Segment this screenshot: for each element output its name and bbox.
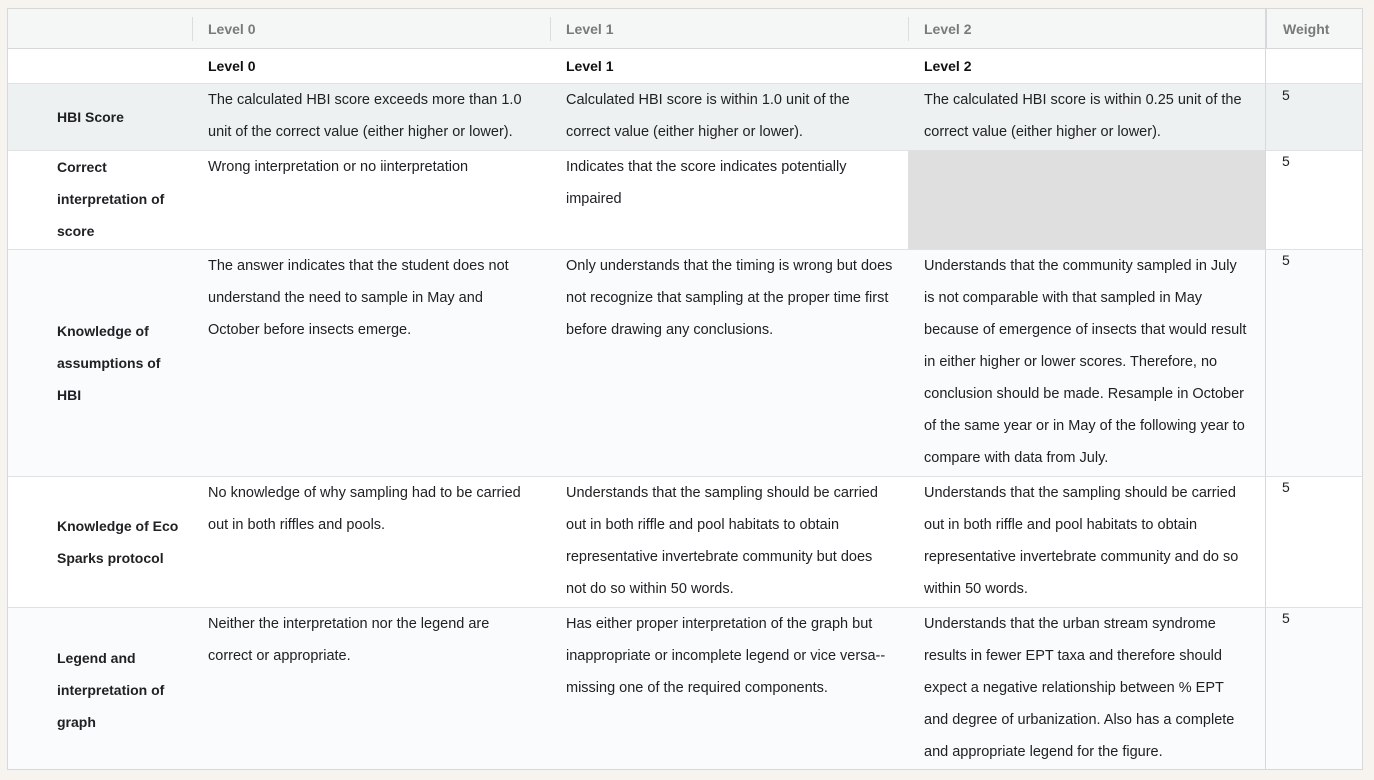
criterion-cell[interactable] [8, 608, 192, 770]
criterion-label: Correct interpretation of score [57, 159, 165, 239]
header-level-1[interactable]: Level 1 [550, 9, 908, 49]
level-1-cell[interactable]: Has either proper interpretation of the graph but inappropriate or incomplete legend or vice versa--missing one of the required components. [550, 608, 908, 770]
level-label-blank [8, 49, 192, 84]
header-level-2[interactable]: Level 2 [908, 9, 1265, 49]
level-0-cell[interactable]: No knowledge of why sampling had to be carried out in both riffles and pools. [192, 477, 550, 608]
criterion-label: Knowledge of Eco Sparks protocol [57, 518, 179, 566]
level-label-0[interactable]: Level 0 [192, 49, 550, 84]
level-0-cell[interactable]: The calculated HBI score exceeds more than 1.0 unit of the correct value (either higher or lower). [192, 84, 550, 151]
criterion-cell[interactable] [8, 151, 192, 250]
level-2-cell[interactable]: Understands that the urban stream syndrome results in fewer EPT taxa and therefore should expect a negative relationship between % EPT and degree of urbanization. Also has a complete and appropriate legend for the figure. [908, 608, 1265, 770]
criterion-label: Legend and interpretation of graph [57, 649, 165, 730]
rubric-grid [8, 9, 1362, 770]
level-2-cell-empty[interactable] [908, 151, 1265, 250]
criterion-label: HBI Score [57, 109, 124, 125]
header-level-0[interactable]: Level 0 [192, 9, 550, 49]
criterion-label: Knowledge of assumptions of HBI [57, 323, 161, 403]
level-1-cell[interactable]: Indicates that the score indicates potentially impaired [550, 151, 908, 250]
level-0-cell[interactable]: The answer indicates that the student does not understand the need to sample in May and October before insects emerge. [192, 250, 550, 477]
criterion-cell[interactable] [8, 250, 192, 477]
weight-cell[interactable]: 5 [1265, 151, 1363, 250]
level-1-cell[interactable]: Only understands that the timing is wrong but does not recognize that sampling at the proper time first before drawing any conclusions. [550, 250, 908, 477]
header-weight[interactable]: Weight [1265, 9, 1363, 49]
level-2-cell[interactable]: Understands that the community sampled in July is not comparable with that sampled in May because of emergence of insects that would result in either higher or lower scores. Therefore, no conclusion should be made. Resample in October of the same year or in May of the following year to compare with data from July. [908, 250, 1265, 477]
level-2-cell[interactable]: Understands that the sampling should be carried out in both riffle and pool habitats to obtain representative invertebrate community and do so within 50 words. [908, 477, 1265, 608]
level-label-weight [1265, 49, 1363, 84]
criterion-cell[interactable] [8, 84, 192, 151]
header-criterion [8, 9, 192, 49]
level-0-cell[interactable]: Wrong interpretation or no iinterpretation [192, 151, 550, 250]
weight-cell[interactable]: 5 [1265, 84, 1363, 151]
level-label-2[interactable]: Level 2 [908, 49, 1265, 84]
level-1-cell[interactable]: Calculated HBI score is within 1.0 unit of the correct value (either higher or lower). [550, 84, 908, 151]
level-label-1[interactable]: Level 1 [550, 49, 908, 84]
level-2-cell[interactable]: The calculated HBI score is within 0.25 unit of the correct value (either higher or lower). [908, 84, 1265, 151]
level-0-cell[interactable]: Neither the interpretation nor the legend are correct or appropriate. [192, 608, 550, 770]
weight-cell[interactable]: 5 [1265, 608, 1363, 770]
weight-cell[interactable]: 5 [1265, 477, 1363, 608]
criterion-cell[interactable] [8, 477, 192, 608]
weight-cell[interactable]: 5 [1265, 250, 1363, 477]
rubric-table [7, 8, 1363, 770]
level-1-cell[interactable]: Understands that the sampling should be carried out in both riffle and pool habitats to obtain representative invertebrate community but does not do so within 50 words. [550, 477, 908, 608]
